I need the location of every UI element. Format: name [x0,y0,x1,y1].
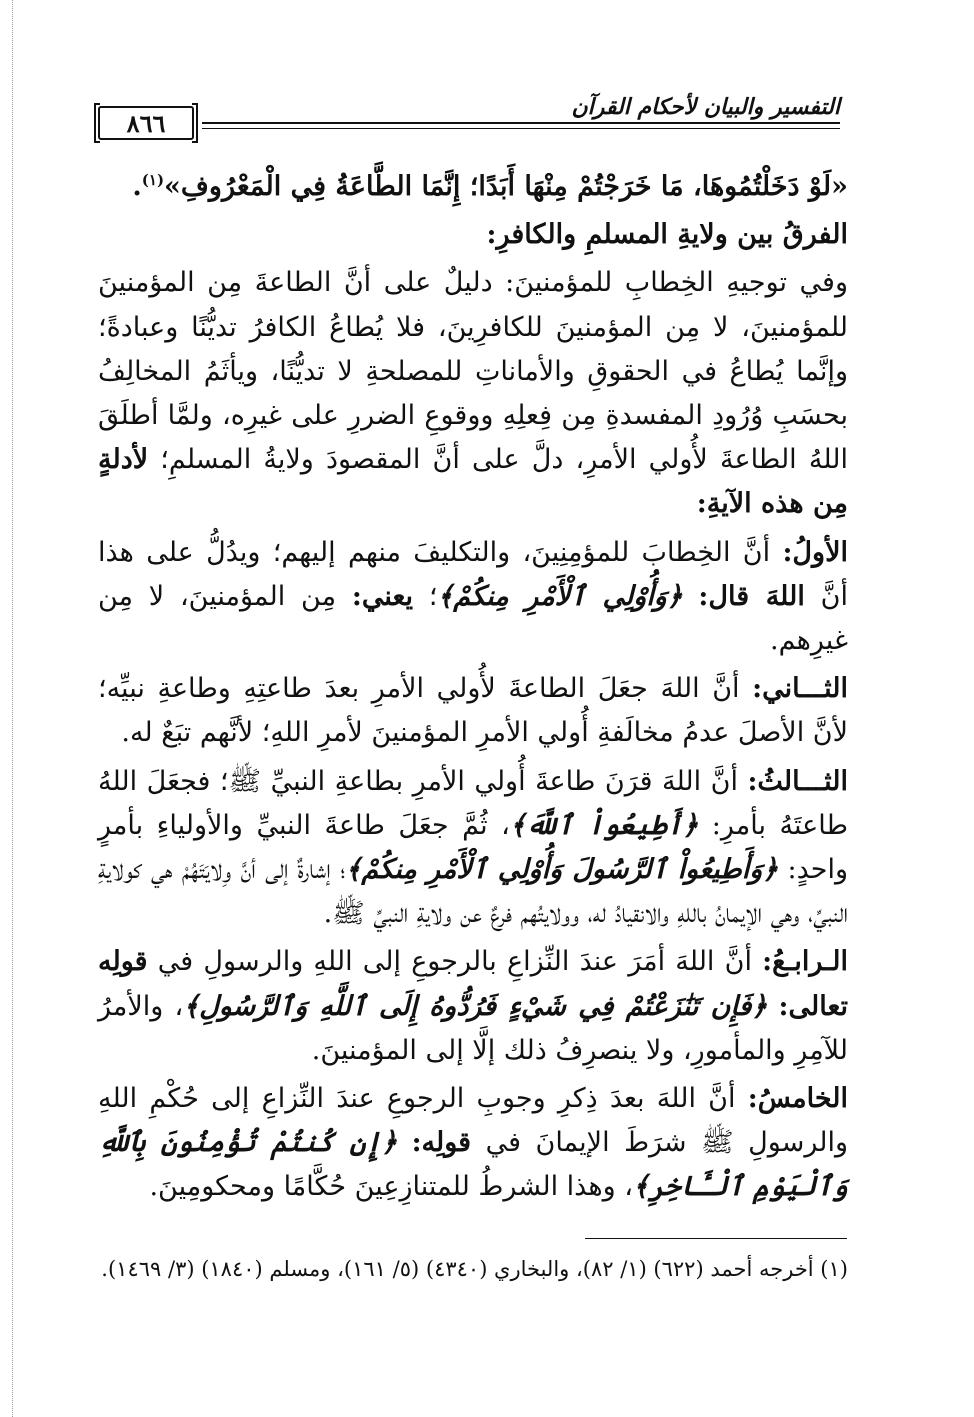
intro-evidence-lead: لأدلةٍ مِن هذه الآيةِ: [98,444,848,520]
point-label: الثـــالثُ: [747,765,848,797]
point-text: ، وهذا الشرطُ للمتنازِعِينَ حُكَّامًا ومحكومِينَ. [149,1171,633,1203]
point-text: مِن المؤمنينَ، لا مِن غيرِهم. [98,580,848,657]
point-bold: يعني: [351,580,414,612]
point-text: ، والأمرُ للآمِرِ والمأمورِ، ولا ينصرِفُ ذلك إلَّا إلى المؤمنينَ. [98,990,848,1066]
point-label: الخامسُ: [747,1083,848,1115]
footnote-separator [585,1238,847,1239]
point-second [98,667,848,755]
point-label: الثـــاني: [752,673,848,705]
page-number-frame [98,106,194,140]
point-text: ، ثُمَّ جعَلَ طاعةَ النبيِّ والأولياءِ بأمرٍ واحدٍ: [98,809,849,886]
book-title: التفسير والبيان لأحكام القرآن [571,94,840,120]
point-label: الـرابـعُ: [762,946,848,978]
hadith-quote-line: «لَوْ دَخَلْتُمُوهَا، مَا خَرَجْتُمْ مِنْهَا أَبَدًا؛ إِنَّمَا الطَّاعَةُ فِي الْمَعْرُوفِ»$^{(١)}$. [132,171,848,202]
point-bold: قولِه: [411,1127,472,1159]
quran-verse: ﴿وَأَطِيعُواْ ٱلرَّسُولَ وَأُوْلِي ٱلْأَمْرِ مِنكُمْ﴾ [345,854,779,886]
point-text: أنَّ اللهَ بعدَ ذِكرِ وجوبِ الرجوعِ عندَ النِّزاعِ إلى حُكْمِ اللهِ والرسولِ ﷺ شرَطَ الإيمانَ في [98,1083,849,1159]
footnote: (١) أخرجه أحمد (٦٢٢) (١/ ٨٢)، والبخاري (٤٣٤٠) (٥/ ١٦١)، ومسلم (١٨٤٠) (٣/ ١٤٦٩). [101,1257,848,1281]
scan-edge [0,0,13,1417]
header-rule-thin [202,128,840,129]
point-bold: اللهَ قال: [698,580,805,612]
point-text: ؛ [428,580,438,612]
point-text: أنَّ اللهَ أمَرَ عندَ النِّزاعِ بالرجوعِ إلى اللهِ والرسولِ في [157,946,752,978]
point-bold: قولِه تعالى: [98,946,848,1022]
point-first [98,531,848,664]
quran-verse: ﴿أَطِيعُواْ ٱللَّهَ﴾ [509,809,699,841]
point-third [98,760,848,937]
section-heading: الفرقُ بين ولايةِ المسلمِ والكافرِ: [486,219,848,251]
quran-verse: ﴿وَأُوْلِي ٱلْأَمْرِ مِنكُمْ﴾ [437,580,683,612]
main-text [98,165,848,1210]
point-fourth [98,940,848,1073]
page-header [98,92,840,142]
point-text: أنَّ اللهَ قرَنَ طاعةَ أُولي الأمرِ بطاعةِ النبيِّ ﷺ؛ فجعَلَ اللهُ طاعتَهُ بأمرِ: [98,765,848,841]
intro-paragraph [98,261,848,526]
point-label: الأولُ: [782,536,848,568]
point-text: أنَّ اللهَ جعَلَ الطاعةَ لأُولي الأمرِ بعدَ طاعتِهِ وطاعةِ نبيِّه؛ لأنَّ الأصلَ عدمُ مخالَفةِ أُولي الأمرِ المؤمنينَ لأمرِ اللهِ؛ لأنَّهم تبَعٌ له. [98,673,848,749]
hadith-quote: «لَوْ دَخَلْتُمُوهَا، مَا خَرَجْتُمْ مِنْهَا أَبَدًا؛ إِنَّمَا الطَّاعَةُ فِي الْمَعْرُوفِ» [164,171,848,202]
point-text: ؛ إشارةٌ إلى أنَّ وِلايَتَهُمْ هي كولايةِ النبيِّ، وهي الإيمانُ باللهِ والانقيادُ له، وولايتُهم فرعٌ عن ولايةِ النبيِّ ﷺ. [98,854,848,930]
page-number: ٨٦٦ [126,108,166,138]
point-fifth [98,1077,848,1210]
point-text: أنَّ الخِطابَ للمؤمِنِينَ، والتكليفَ منهم إليهم؛ ويدُلُّ على هذا أنَّ [98,536,848,612]
footnote-ref: (١) [141,171,165,189]
header-rule [202,122,840,124]
intro-text: وفي توجيهِ الخِطابِ للمؤمنينَ: دليلٌ على أنَّ الطاعةَ مِن المؤمنينَ للمؤمنينَ، لا مِن المؤمنينَ للكافرِينَ، فلا يُطاعُ الكافرُ تديُّنًا وعبادةً؛ وإنَّما يُطاعُ في الحقوقِ والأماناتِ للمصلحةِ لا تديُّنًا، ويأثَمُ المخالِفُ بحسَبِ وُرُودِ المفسدةِ مِن فِعلِهِ ووقوعِ الضررِ على غيرِه، ولمَّا أطلَقَ اللهُ الطاعةَ لأُولي الأمرِ، دلَّ على أنَّ المقصودَ ولايةُ المسلمِ؛ [98,267,848,476]
quran-verse: ﴿فَإِن تَنَٰزَعْتُمْ فِي شَيْءٍ فَرُدُّوهُ إِلَى ٱللَّهِ وَٱلرَّسُولِ﴾ [183,990,768,1022]
footnotes [98,1245,848,1293]
quran-verse: ﴿إِن كُنتُمْ تُؤْمِنُونَ بِٱللَّهِ وَٱلْيَوْمِ ٱلْـَٔاخِرِ﴾ [98,1127,848,1203]
